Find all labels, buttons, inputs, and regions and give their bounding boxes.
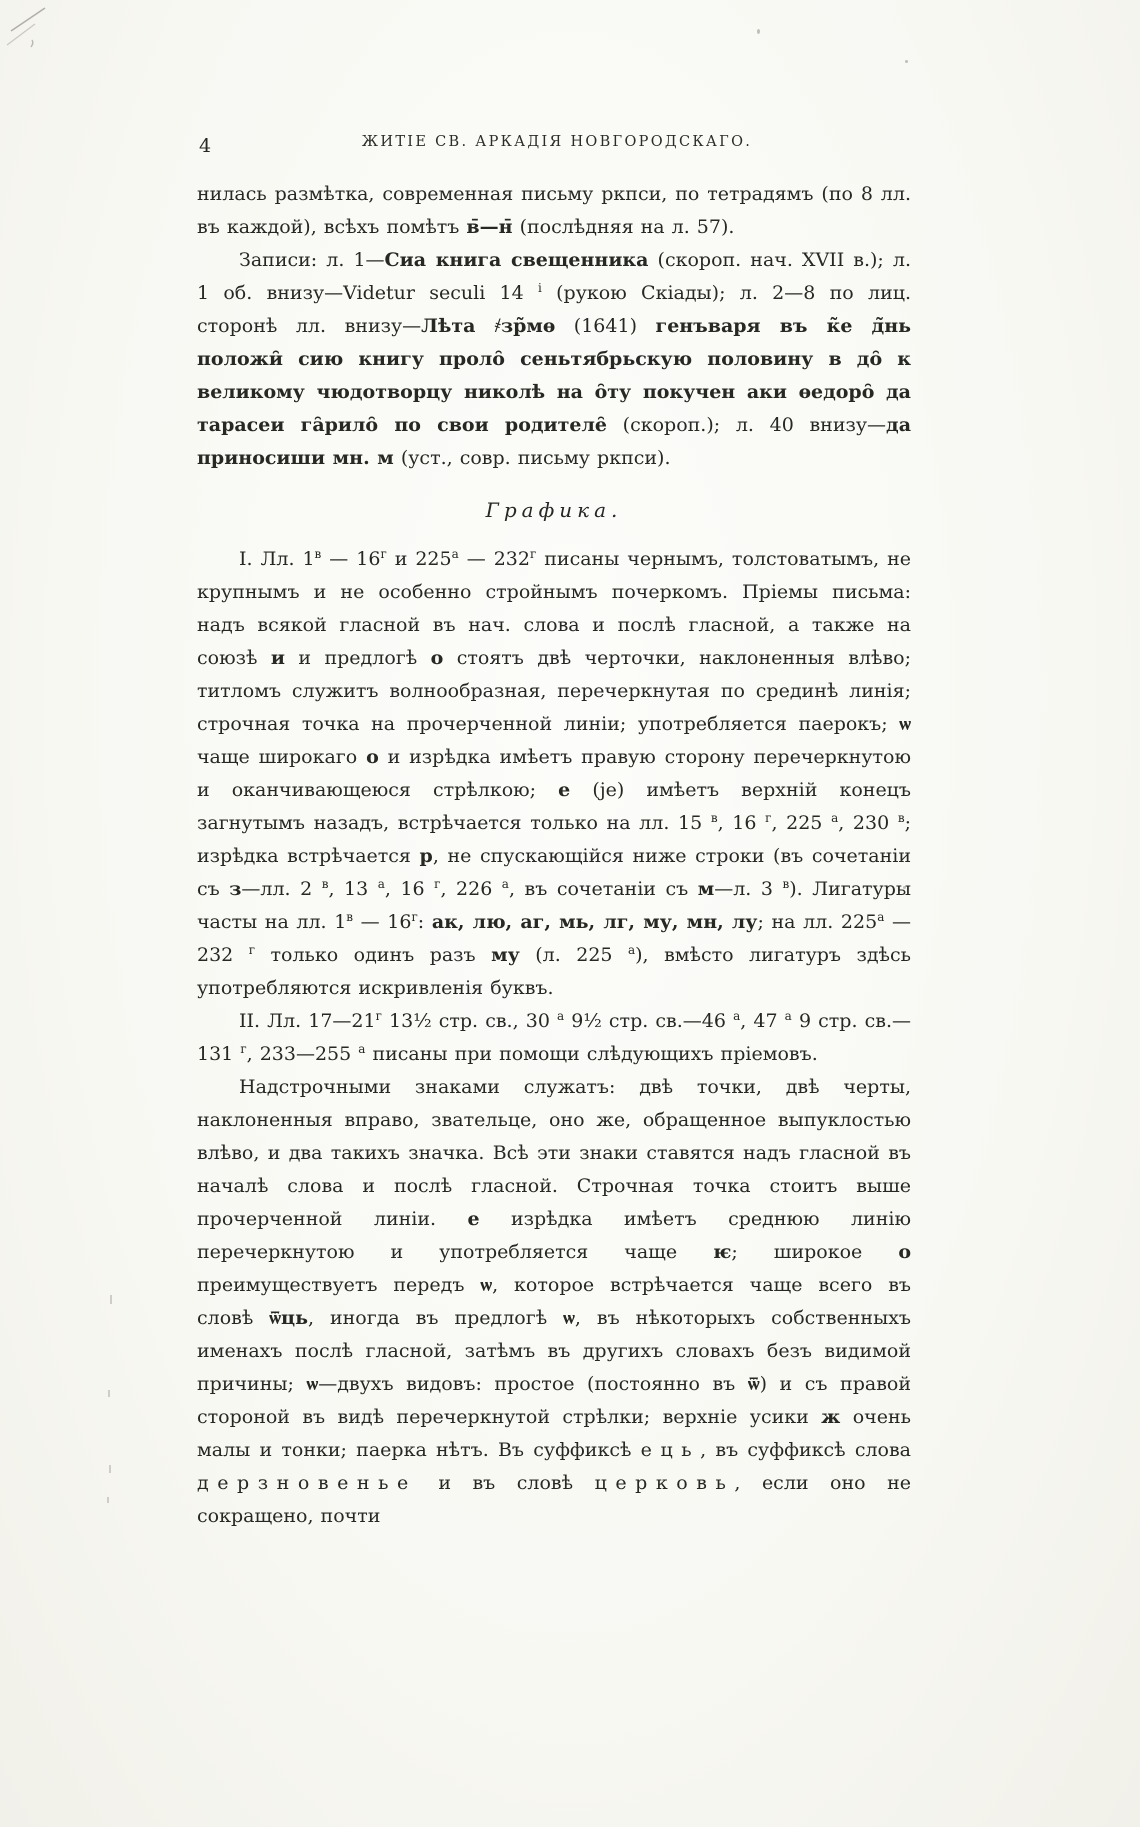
text-run: и [270, 647, 285, 669]
text-run: г [529, 547, 537, 561]
text-run: о [366, 746, 379, 768]
text-run: только одинъ разъ [255, 944, 492, 966]
text-run: ). Лигатуры часты на лл. 1 [197, 878, 911, 933]
text-run: — 16 [353, 911, 412, 933]
text-run: Лѣта ҂зр̃мѳ [421, 315, 556, 337]
text-run: м [697, 878, 715, 900]
paragraph [197, 1071, 911, 1533]
text-run: ець [640, 1439, 701, 1461]
text-run: изрѣдка имѣетъ среднюю линію перечеркнутою и употребляется чаще [197, 1208, 911, 1263]
text-run: а [358, 1042, 366, 1056]
body-text [197, 178, 911, 1533]
text-run: (послѣдняя на л. 57). [512, 216, 735, 238]
text-run: ), вмѣсто лигатуръ здѣсь употребляются искривленія буквъ. [197, 944, 911, 999]
text-run: е [558, 779, 571, 801]
text-run: а [501, 877, 509, 891]
text-run: (л. 225 [519, 944, 628, 966]
text-run: , 226 [440, 878, 502, 900]
text-run: , если оно не сокращено, почти [197, 1472, 911, 1527]
text-run: в [314, 547, 322, 561]
text-run: а [451, 547, 459, 561]
text-run: а [831, 811, 839, 825]
text-run: а [733, 1009, 741, 1023]
text-run: Записи: л. 1— [239, 249, 385, 271]
text-run: а [784, 1009, 792, 1023]
text-run: ѿ [747, 1373, 760, 1395]
scan-speck [905, 60, 908, 63]
text-run: I. Лл. 1 [239, 548, 315, 570]
text-run: ; изрѣдка встрѣчается [197, 812, 912, 867]
text-run: — 232 [197, 911, 911, 966]
paragraph [197, 178, 911, 244]
text-run: о [898, 1241, 911, 1263]
text-run: з [229, 878, 242, 900]
running-head [197, 134, 911, 160]
text-run: в [321, 877, 329, 891]
text-run: , которое встрѣчается чаще всего въ словѣ [197, 1274, 912, 1329]
scan-edge-mark [109, 1465, 111, 1473]
text-run: ; на лл. 225 [757, 911, 878, 933]
text-run: е [467, 1208, 480, 1230]
text-run: г [411, 910, 418, 924]
running-title: ЖИТІЕ СВ. АРКАДІЯ НОВГОРОДСКАГО. [361, 134, 753, 150]
text-run: 9½ стр. св.—46 [564, 1010, 734, 1032]
text-run: — 16 [321, 548, 381, 570]
text-run: генъваря въ к̃е д̃нь положи̑ сию книгу проло̑ сеньтябрьскую половину в до̑ к великому чюдотворцу николѣ на о̑ту покучен аки ѳедоро̑ да тарасеи га̑рило̑ по свои родителе̑ [197, 315, 912, 436]
text-run: ѥ [713, 1241, 732, 1263]
text-run: в [782, 877, 790, 891]
text-run: ) и съ правой стороной въ видѣ перечеркнутой стрѣлки; верхніе усики [197, 1373, 911, 1428]
text-run: г [248, 943, 256, 957]
text-run: —лл. 2 [241, 878, 322, 900]
text-run: нилась размѣтка, современная письму ркпси, по тетрадямъ (по 8 лл. въ каждой), всѣхъ помѣтъ [197, 183, 911, 238]
text-run: , иногда въ предлогѣ [307, 1307, 564, 1329]
text-run: и въ словѣ [416, 1472, 595, 1494]
text-run: (уст., совр. письму ркпси). [393, 447, 671, 469]
text-run: преимуществуетъ передъ [197, 1274, 481, 1296]
text-run: Сиа книга свещенника [384, 249, 649, 271]
text-run: (рукою Скіады); л. 2—8 по лиц. сторонѣ лл. внизу— [197, 282, 911, 337]
text-run: и 225 [386, 548, 452, 570]
text-run: г [240, 1042, 247, 1056]
scan-speck [757, 29, 760, 34]
text-run: г [765, 811, 772, 825]
text-run: Надстрочными знаками служатъ: двѣ точки, двѣ черты, наклоненныя вправо, звательце, оно же, обращенное выпуклостью влѣво, и два такихъ значка. Всѣ эти знаки ставятся надъ гласной въ началѣ слова и послѣ гласной. Строчная точка стоитъ выше прочерченной линіи. [197, 1076, 911, 1230]
text-run: и предлогѣ [284, 647, 431, 669]
paragraph [197, 543, 911, 1005]
text-run: 9 стр. св.—131 [197, 1010, 911, 1065]
text-block [197, 134, 911, 1533]
text-run: , 16 [717, 812, 766, 834]
paragraph [197, 244, 911, 475]
text-run: (скороп. нач. XVII в.); л. 1 об. внизу—Videtur seculi 14 [197, 249, 911, 304]
text-run: —л. 3 [714, 878, 783, 900]
text-run: i [538, 281, 542, 295]
text-run: а [877, 910, 885, 924]
text-run: а [627, 943, 636, 957]
text-run: г [375, 1009, 382, 1023]
text-run: , не спускающійся ниже строки (въ сочетаніи съ [197, 845, 911, 900]
text-run: стоятъ двѣ черточки, наклоненныя влѣво; титломъ служитъ волнообразная, перечеркнутая по срединѣ линія; строчная точка на прочерченной линіи; употребляется паерокъ; [197, 647, 911, 735]
text-run: (je) имѣетъ верхній конецъ загнутымъ назадъ, встрѣчается только на лл. 15 [197, 779, 911, 834]
text-run: ѡ [306, 1373, 319, 1395]
text-run: в̄—н̄ [466, 216, 513, 238]
text-run: ѡ [563, 1307, 575, 1329]
text-run: 13½ стр. св., 30 [381, 1010, 558, 1032]
text-run: : [417, 911, 432, 933]
text-run: г [434, 877, 441, 891]
text-run: очень малы и тонки; паерка нѣтъ. Въ суффиксѣ [197, 1406, 911, 1461]
text-run: ак, лю, аг, мь, лг, му, мн, лу [431, 911, 758, 933]
text-run: а [557, 1009, 565, 1023]
page-number: 4 [199, 135, 213, 157]
text-run: церковь [594, 1472, 735, 1494]
text-run: да приносиши мн. м [197, 414, 912, 469]
text-run: а [377, 877, 385, 891]
text-run: в [346, 910, 354, 924]
text-run: II. Лл. 17—21 [239, 1010, 376, 1032]
section-heading [197, 498, 911, 522]
text-run: , 225 [771, 812, 832, 834]
text-run: (скороп.); л. 40 внизу— [607, 414, 887, 436]
text-run: в [710, 811, 718, 825]
text-run: ѡ [480, 1274, 493, 1296]
text-run: ѿць [269, 1307, 308, 1329]
scan-edge-mark [107, 1497, 109, 1503]
text-run: , 233—255 [246, 1043, 359, 1065]
text-run: , въ суффиксѣ слова [700, 1439, 911, 1461]
text-run: , 47 [740, 1010, 785, 1032]
text-run: г [380, 547, 387, 561]
text-run: (1641) [555, 315, 656, 337]
text-run: в [897, 811, 905, 825]
text-run: , 16 [384, 878, 435, 900]
text-run: му [491, 944, 520, 966]
text-run: , 13 [328, 878, 378, 900]
text-run: ; широкое [731, 1241, 899, 1263]
text-run: , въ сочетаніи съ [508, 878, 698, 900]
pencil-scribble [5, 3, 95, 63]
text-run: , 230 [838, 812, 898, 834]
paragraph [197, 1005, 911, 1071]
text-run: чаще широкаго [197, 746, 367, 768]
scan-edge-mark [108, 1390, 110, 1397]
text-run: дерзновенье [197, 1472, 417, 1494]
text-run: ж [821, 1406, 841, 1428]
text-run: ѡ [899, 713, 911, 735]
text-run: писаны при помощи слѣдующихъ пріемовъ. [365, 1043, 818, 1065]
text-run: о [430, 647, 444, 669]
text-run: р [419, 845, 433, 867]
text-run: — 232 [458, 548, 530, 570]
text-run: писаны чернымъ, толстоватымъ, не крупнымъ и не особенно стройнымъ почеркомъ. Пріемы письма: надъ всякой гласной въ нач. слова и послѣ гласной, а также на союзѣ [197, 548, 911, 669]
text-run: , въ нѣкоторыхъ собственныхъ именахъ послѣ гласной, затѣмъ въ другихъ словахъ безъ видимой причины; [197, 1307, 911, 1395]
scan-edge-mark [110, 1295, 112, 1304]
text-run: Графика. [485, 498, 623, 522]
text-run: —двухъ видовъ: простое (постоянно въ [318, 1373, 748, 1395]
text-run: и изрѣдка имѣетъ правую сторону перечеркнутою и оканчивающеюся стрѣлкою; [197, 746, 911, 801]
